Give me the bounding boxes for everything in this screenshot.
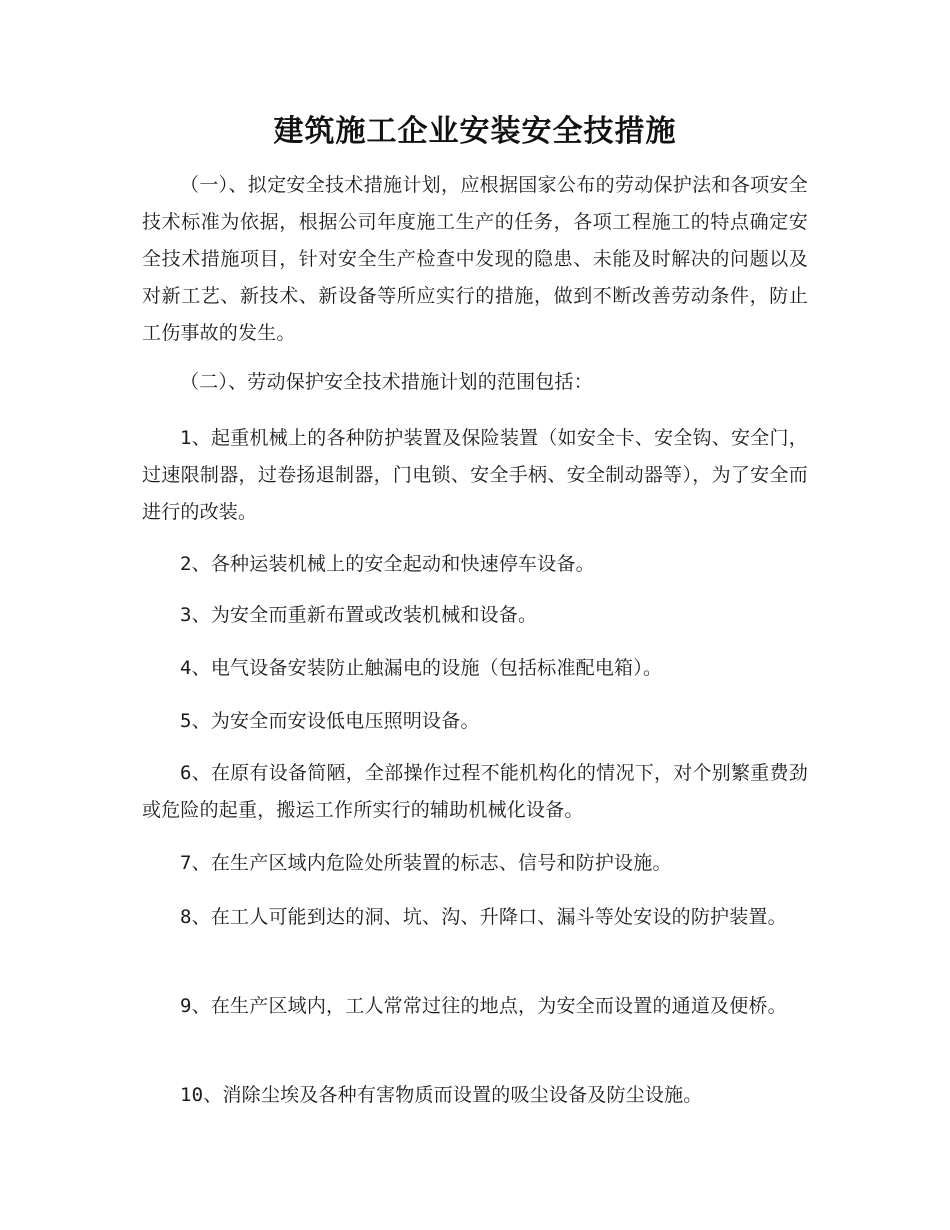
list-item-2	[142, 546, 808, 583]
paragraph-text: （二）、劳动保护安全技术措施计划的范围包括：	[180, 371, 593, 393]
list-item-text: 10、消除尘埃及各种有害物质而设置的吸尘设备及防尘设施。	[180, 1084, 703, 1106]
list-item-6	[142, 755, 808, 829]
list-item-text: 3、为安全而重新布置或改装机械和设备。	[180, 604, 538, 626]
paragraph-text: （一）、拟定安全技术措施计划，应根据国家公布的劳动保护法和各项安全技术标准为依据，根据公司年度施工生产的任务，各项工程施工的特点确定安全技术措施项目，针对安全生产检查中发现的隐患、未能及时解决的问题以及对新工艺、新技术、新设备等所应实行的措施，做到不断改善劳动条件，防止工伤事故的发生。	[142, 174, 808, 344]
list-item-3	[142, 597, 808, 634]
list-item-7	[142, 845, 808, 882]
list-item-9	[142, 988, 808, 1025]
list-item-text: 5、为安全而安设低电压照明设备。	[180, 710, 480, 732]
list-item-text: 1、起重机械上的各种防护装置及保险装置（如安全卡、安全钩、安全门，过速限制器，过卷扬退制器，门电锁、安全手柄、安全制动器等），为了安全而进行的改装。	[142, 427, 808, 523]
list-item-4	[142, 650, 808, 687]
list-item-5	[142, 703, 808, 740]
list-item-text: 6、在原有设备简陋，全部操作过程不能机构化的情况下，对个别繁重费劲或危险的起重，搬运工作所实行的辅助机械化设备。	[142, 762, 808, 821]
list-item-text: 2、各种运装机械上的安全起动和快速停车设备。	[180, 553, 595, 575]
list-item-text: 9、在生产区域内，工人常常过往的地点，为安全而设置的通道及便桥。	[180, 995, 787, 1017]
list-item-1	[142, 420, 808, 531]
paragraph-2	[142, 364, 808, 401]
list-item-text: 4、电气设备安装防止触漏电的设施（包括标准配电箱）。	[180, 657, 663, 679]
list-item-text: 7、在生产区域内危险处所装置的标志、信号和防护设施。	[180, 852, 672, 874]
list-item-8	[142, 899, 808, 936]
paragraph-1	[142, 167, 808, 352]
document-title: 建筑施工企业安装安全技措施	[273, 114, 677, 149]
list-item-text: 8、在工人可能到达的洞、坑、沟、升降口、漏斗等处安设的防护装置。	[180, 906, 787, 928]
list-item-10	[142, 1077, 808, 1114]
